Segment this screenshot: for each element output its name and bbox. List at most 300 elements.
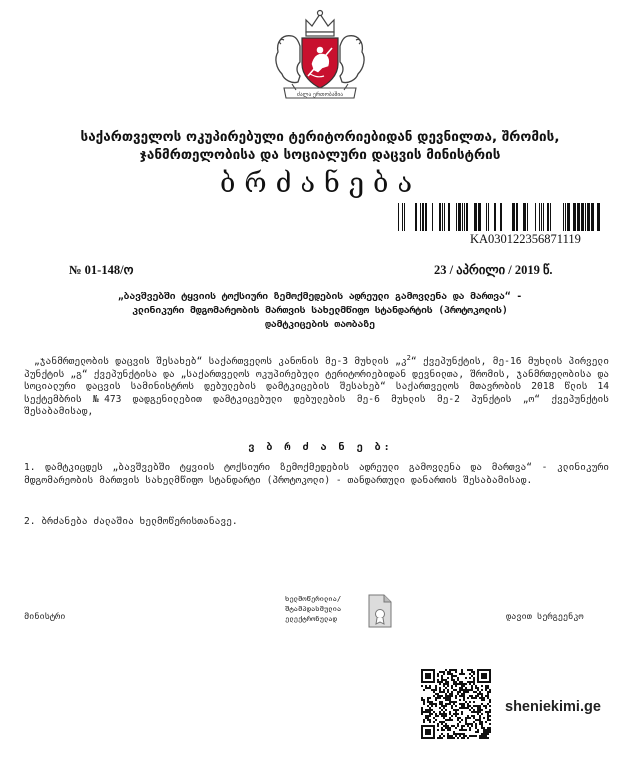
qr-cell [449,717,451,719]
qr-cell [425,687,427,689]
qr-cell [487,715,489,717]
ministry-title-line1: საქართველოს ოკუპირებული ტერიტორიებიდან დევნილთა, შრომის, [80,129,560,145]
qr-cell [463,737,465,739]
qr-cell [433,703,435,705]
qr-cell [485,707,487,709]
qr-cell [463,729,465,731]
qr-cell [441,723,443,725]
qr-cell [465,677,467,679]
qr-cell [477,687,479,689]
qr-cell [441,737,443,739]
qr-cell [465,701,467,703]
clause-1: 1. დამტკიცდეს „ბავშვებში ტყვიის ტოქსიური ზემოქმედების ადრეული გამოვლენა და მართვა“ - კლინიკური მდგომარეობის მართვის სახელმწიფო სტანდარტი (პროტოკოლი) - თანდართული დანართის შესაბამისად. [24,462,609,486]
qr-cell [473,681,475,683]
signed-document-icon [367,594,393,628]
barcode-bar [573,203,576,231]
qr-cell [443,713,445,715]
qr-cell [457,709,459,711]
qr-cell [441,721,443,723]
qr-cell [463,733,465,735]
qr-cell [467,689,469,691]
preamble-part2: “ ქვეპუნქტის, მე-16 მუხლის პირველი პუნქტის „გ“ ქვეპუნქტისა და „საქართველოს ოკუპირებული ტერიტორიებიდან დევნილთა, შრომის, ჯანმრთელობისა და სოციალური დაცვის სამინისტროს დებულების დამტკიცების შესახებ“ საქართველოს მთავრობის 2018 წლის 14 სექტემბრის №473 დადგენილებით დამტკიცებული დებულების მე-6 მუხლის მე-2 პუნქტის „ო“ ქვეპუნქტის შესაბამისად, [24,356,609,418]
qr-cell [481,725,483,727]
qr-cell [469,681,471,683]
qr-cell [451,687,453,689]
qr-cell [481,703,483,705]
qr-cell [445,709,447,711]
barcode-bar [448,203,450,231]
qr-cell [475,685,477,687]
qr-cell [429,701,431,703]
qr-cell [457,677,459,679]
qr-cell [455,689,457,691]
qr-cell [449,703,451,705]
qr-cell [489,689,491,691]
qr-cell [463,699,465,701]
qr-cell [447,725,449,727]
qr-cell [445,669,447,671]
qr-cell [439,689,441,691]
qr-cell [445,687,447,689]
qr-cell [483,733,485,735]
qr-cell [473,721,475,723]
qr-cell [445,715,447,717]
qr-cell [463,685,465,687]
qr-cell [451,725,453,727]
qr-cell [457,737,459,739]
qr-cell [453,679,455,681]
qr-cell [435,687,437,689]
coat-of-arms-emblem [262,6,378,106]
qr-cell [443,691,445,693]
qr-code [421,669,491,739]
qr-cell [477,709,479,711]
qr-cell [437,679,439,681]
qr-cell [467,691,469,693]
qr-cell [461,671,463,673]
qr-cell [453,725,455,727]
barcode-bar [527,203,528,231]
qr-cell [461,725,463,727]
qr-cell [425,709,427,711]
qr-cell [455,727,457,729]
qr-cell [473,691,475,693]
qr-cell [439,737,441,739]
qr-cell [425,729,431,735]
qr-cell [429,707,431,709]
qr-cell [453,681,455,683]
qr-cell [451,705,453,707]
qr-cell [479,735,481,737]
qr-cell [453,733,455,735]
qr-cell [469,729,471,731]
qr-cell [451,677,453,679]
qr-cell [451,675,453,677]
esign-line2: შტამპდასმულია [285,604,342,613]
qr-cell [439,735,441,737]
barcode-bar [535,203,536,231]
barcode-number: KA030122356871119 [470,232,581,246]
qr-cell [449,693,451,695]
preamble-part1: „ჯანმრთელობის დაცვის შესახებ“ საქართველოს კანონის მე-3 მუხლის „კ [34,356,407,368]
qr-cell [469,705,471,707]
qr-cell [443,711,445,713]
qr-cell [443,729,445,731]
qr-cell [487,717,489,719]
qr-cell [467,707,469,709]
qr-cell [487,713,489,715]
qr-cell [441,733,443,735]
qr-cell [463,691,465,693]
qr-cell [445,705,447,707]
qr-cell [471,723,473,725]
qr-cell [441,729,443,731]
qr-cell [469,735,471,737]
qr-cell [447,727,449,729]
qr-cell [441,703,443,705]
qr-cell [487,693,489,695]
qr-cell [457,725,459,727]
qr-cell [481,689,483,691]
qr-cell [453,731,455,733]
qr-cell [447,683,449,685]
qr-cell [465,735,467,737]
qr-cell [483,697,485,699]
barcode-bar [585,203,586,231]
qr-cell [443,705,445,707]
qr-cell [445,713,447,715]
qr-cell [445,681,447,683]
qr-cell [489,691,491,693]
qr-cell [447,719,449,721]
qr-cell [485,687,487,689]
qr-cell [447,673,449,675]
qr-cell [437,673,439,675]
qr-cell [421,685,423,687]
qr-cell [425,673,431,679]
qr-cell [463,703,465,705]
order-subject [40,290,600,332]
qr-cell [463,695,465,697]
qr-cell [489,729,491,731]
qr-cell [437,693,439,695]
barcode-bar [420,203,421,231]
qr-cell [455,735,457,737]
qr-cell [487,729,489,731]
qr-cell [439,703,441,705]
esign-line1: ხელმოწერილია/ [285,594,342,603]
barcode-bar [486,203,487,231]
qr-cell [443,735,445,737]
qr-cell [473,677,475,679]
qr-cell [469,673,471,675]
qr-cell [449,697,451,699]
qr-cell [447,695,449,697]
qr-cell [473,715,475,717]
qr-cell [455,683,457,685]
qr-cell [461,681,463,683]
qr-cell [483,731,485,733]
qr-cell [433,695,435,697]
qr-cell [483,699,485,701]
qr-cell [447,685,449,687]
qr-cell [481,735,483,737]
qr-cell [477,719,479,721]
qr-cell [449,735,451,737]
qr-cell [463,707,465,709]
qr-cell [469,677,471,679]
order-number: № 01-148/ო [69,263,134,277]
qr-cell [439,671,441,673]
qr-cell [445,683,447,685]
qr-cell [431,703,433,705]
qr-cell [467,697,469,699]
qr-cell [461,685,463,687]
qr-cell [461,695,463,697]
qr-cell [455,695,457,697]
qr-cell [487,691,489,693]
qr-cell [465,719,467,721]
qr-cell [487,685,489,687]
qr-cell [469,695,471,697]
qr-cell [457,683,459,685]
emblem-ribbon-text: ძალა ერთობაშია [296,92,344,98]
qr-cell [447,691,449,693]
qr-cell [487,697,489,699]
barcode-bar [541,203,542,231]
qr-cell [487,737,489,739]
qr-cell [439,713,441,715]
qr-cell [435,713,437,715]
qr-cell [445,719,447,721]
qr-cell [447,689,449,691]
qr-cell [459,733,461,735]
qr-cell [477,729,479,731]
qr-cell [489,723,491,725]
qr-cell [479,693,481,695]
qr-cell [489,715,491,717]
qr-cell [485,685,487,687]
qr-cell [481,713,483,715]
qr-cell [473,701,475,703]
qr-cell [443,715,445,717]
qr-cell [451,707,453,709]
qr-cell [451,673,453,675]
document-type-heading: ბრძანება [219,168,422,199]
qr-cell [451,693,453,695]
qr-cell [455,681,457,683]
qr-cell [439,681,441,683]
qr-cell [441,727,443,729]
qr-cell [461,727,463,729]
qr-cell [461,693,463,695]
qr-cell [429,715,431,717]
qr-cell [471,695,473,697]
qr-cell [429,703,431,705]
qr-cell [463,673,465,675]
qr-cell [487,733,489,735]
barcode-bar [456,203,457,231]
qr-cell [451,685,453,687]
qr-cell [481,727,483,729]
preamble-paragraph [24,352,609,419]
qr-cell [473,683,475,685]
qr-cell [429,721,431,723]
qr-cell [449,673,451,675]
qr-cell [469,723,471,725]
qr-cell [433,691,435,693]
qr-cell [461,673,463,675]
qr-cell [453,737,455,739]
qr-cell [431,709,433,711]
qr-cell [471,689,473,691]
qr-cell [471,669,473,671]
qr-cell [479,697,481,699]
qr-cell [423,689,425,691]
barcode-bar [563,203,564,231]
qr-cell [479,691,481,693]
qr-cell [453,683,455,685]
qr-cell [435,697,437,699]
qr-cell [475,705,477,707]
barcode-bar [432,203,433,231]
qr-cell [427,701,429,703]
esign-line3: ელექტრონულად [285,614,337,623]
qr-cell [461,669,463,671]
qr-cell [429,687,431,689]
qr-cell [487,719,489,721]
qr-cell [449,695,451,697]
qr-cell [427,717,429,719]
qr-cell [421,699,423,701]
qr-cell [463,693,465,695]
qr-cell [445,723,447,725]
qr-cell [469,701,471,703]
qr-cell [437,695,439,697]
qr-cell [435,685,437,687]
qr-cell [489,711,491,713]
qr-cell [475,723,477,725]
qr-cell [441,701,443,703]
qr-cell [441,691,443,693]
qr-cell [489,705,491,707]
qr-cell [473,711,475,713]
qr-cell [483,727,485,729]
qr-cell [423,721,425,723]
qr-cell [453,689,455,691]
qr-cell [455,705,457,707]
qr-cell [459,691,461,693]
qr-cell [475,695,477,697]
qr-cell [443,721,445,723]
qr-cell [441,709,443,711]
qr-cell [465,683,467,685]
qr-cell [439,721,441,723]
qr-cell [479,737,481,739]
qr-cell [439,707,441,709]
qr-cell [447,735,449,737]
qr-cell [435,705,437,707]
qr-cell [483,729,485,731]
qr-cell [469,709,471,711]
subject-line2: კლინიკური მდგომარეობის მართვის სახელმწიფო სტანდარტის (პროტოკოლის) [132,305,508,316]
qr-cell [427,709,429,711]
qr-cell [443,673,445,675]
qr-cell [477,693,479,695]
qr-cell [489,731,491,733]
qr-cell [445,699,447,701]
qr-cell [485,695,487,697]
qr-cell [471,675,473,677]
qr-cell [465,717,467,719]
qr-cell [455,713,457,715]
qr-cell [421,711,423,713]
qr-cell [471,685,473,687]
qr-cell [455,669,457,671]
website-watermark: sheniekimi.ge [505,699,601,715]
qr-cell [447,671,449,673]
qr-cell [455,709,457,711]
qr-cell [475,691,477,693]
qr-cell [481,723,483,725]
qr-cell [443,707,445,709]
qr-cell [437,675,439,677]
qr-cell [483,735,485,737]
qr-cell [471,681,473,683]
qr-cell [471,707,473,709]
qr-cell [431,713,433,715]
barcode-bar [523,203,526,231]
qr-cell [481,721,483,723]
barcode-bar [591,203,594,231]
qr-cell [461,707,463,709]
qr-cell [479,719,481,721]
qr-cell [447,729,449,731]
qr-cell [437,729,439,731]
qr-cell [425,685,427,687]
qr-cell [457,723,459,725]
qr-cell [489,701,491,703]
qr-cell [421,697,423,699]
qr-cell [461,703,463,705]
qr-cell [443,725,445,727]
qr-cell [441,677,443,679]
qr-cell [481,695,483,697]
qr-cell [451,691,453,693]
qr-cell [451,695,453,697]
qr-cell [481,737,483,739]
qr-cell [469,669,471,671]
qr-cell [461,711,463,713]
subject-line1: „ბავშვებში ტყვიის ტოქსიური ზემოქმედების ადრეული გამოვლენა და მართვა“ - [117,291,523,302]
qr-cell [467,725,469,727]
qr-cell [447,737,449,739]
qr-cell [477,707,479,709]
barcode-bar [439,203,441,231]
barcode-bar [550,203,551,231]
qr-cell [473,671,475,673]
qr-cell [483,737,485,739]
qr-cell [481,697,483,699]
qr-cell [457,679,459,681]
qr-cell [427,697,429,699]
qr-cell [445,703,447,705]
barcode-bar [494,203,496,231]
barcode-bar [547,203,549,231]
qr-cell [457,713,459,715]
barcode-bar [462,203,463,231]
qr-cell [461,737,463,739]
